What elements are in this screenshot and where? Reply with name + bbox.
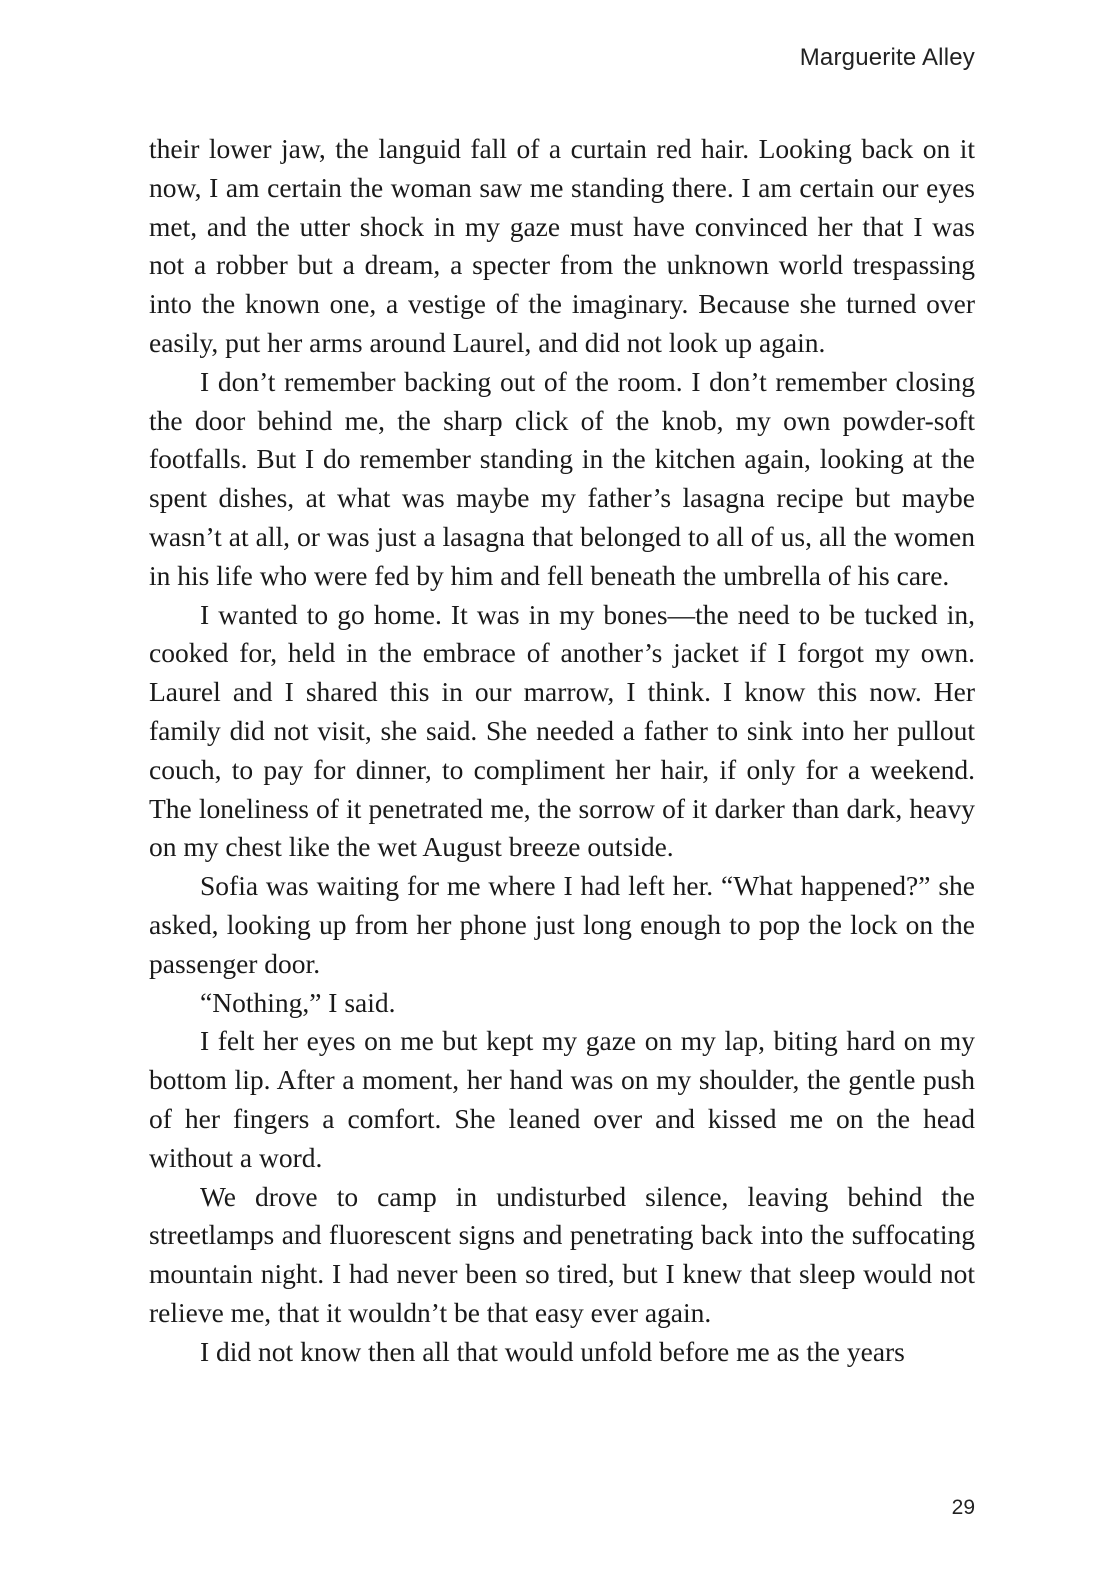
paragraph-7: We drove to camp in undisturbed silence, leaving behind the streetlamps and fluorescent signs and penetrating back into the suffocating mountain night. I had never been so tired, but I knew that sleep would not relieve me, that it wouldn’t be that easy ever again. <box>149 1180 975 1328</box>
paragraph-4: Sofia was waiting for me where I had left her. “What happened?” she asked, looking up from her phone just long enough to pop the lock on the passenger door. <box>149 870 975 979</box>
paragraph-5: “Nothing,” I said. <box>200 986 396 1018</box>
paragraph-1: their lower jaw, the languid fall of a curtain red hair. Looking back on it now, I am certain the woman saw me standing there. I am certain our eyes met, and the utter shock in my gaze must have convinced her that I was not a robber but a dream, a specter from the unknown world trespassing into the known one, a vestige of the imaginary. Because she turned over easily, put her arms around Laurel, and did not look up again. <box>149 133 975 358</box>
paragraph-3: I wanted to go home. It was in my bones—the need to be tucked in, cooked for, held in the embrace of another’s jacket if I forgot my own. Laurel and I shared this in our marrow, I think. I know this now. Her family did not visit, she said. She needed a father to sink into her pullout couch, to pay for dinner, to compliment her hair, if only for a weekend. The loneliness of it penetrated me, the sorrow of it darker than dark, heavy on my chest like the wet August breeze outside. <box>149 598 975 863</box>
page-number: 29 <box>951 1496 975 1519</box>
running-head: Marguerite Alley <box>799 44 975 71</box>
body-text <box>149 130 975 1372</box>
paragraph-2: I don’t remember backing out of the room. I don’t remember closing the door behind me, the sharp click of the knob, my own powder-soft footfalls. But I do remember standing in the kitchen again, looking at the spent dishes, at what was maybe my father’s lasagna recipe but maybe wasn’t at all, or was just a lasagna that belonged to all of us, all the women in his life who were fed by him and fell beneath the umbrella of his care. <box>149 365 975 591</box>
paragraph-6: I felt her eyes on me but kept my gaze on my lap, biting hard on my bottom lip. After a moment, her hand was on my shoulder, the gentle push of her fingers a comfort. She leaned over and kissed me on the head without a word. <box>149 1025 975 1173</box>
paragraph-8: I did not know then all that would unfold before me as the years <box>200 1335 905 1367</box>
